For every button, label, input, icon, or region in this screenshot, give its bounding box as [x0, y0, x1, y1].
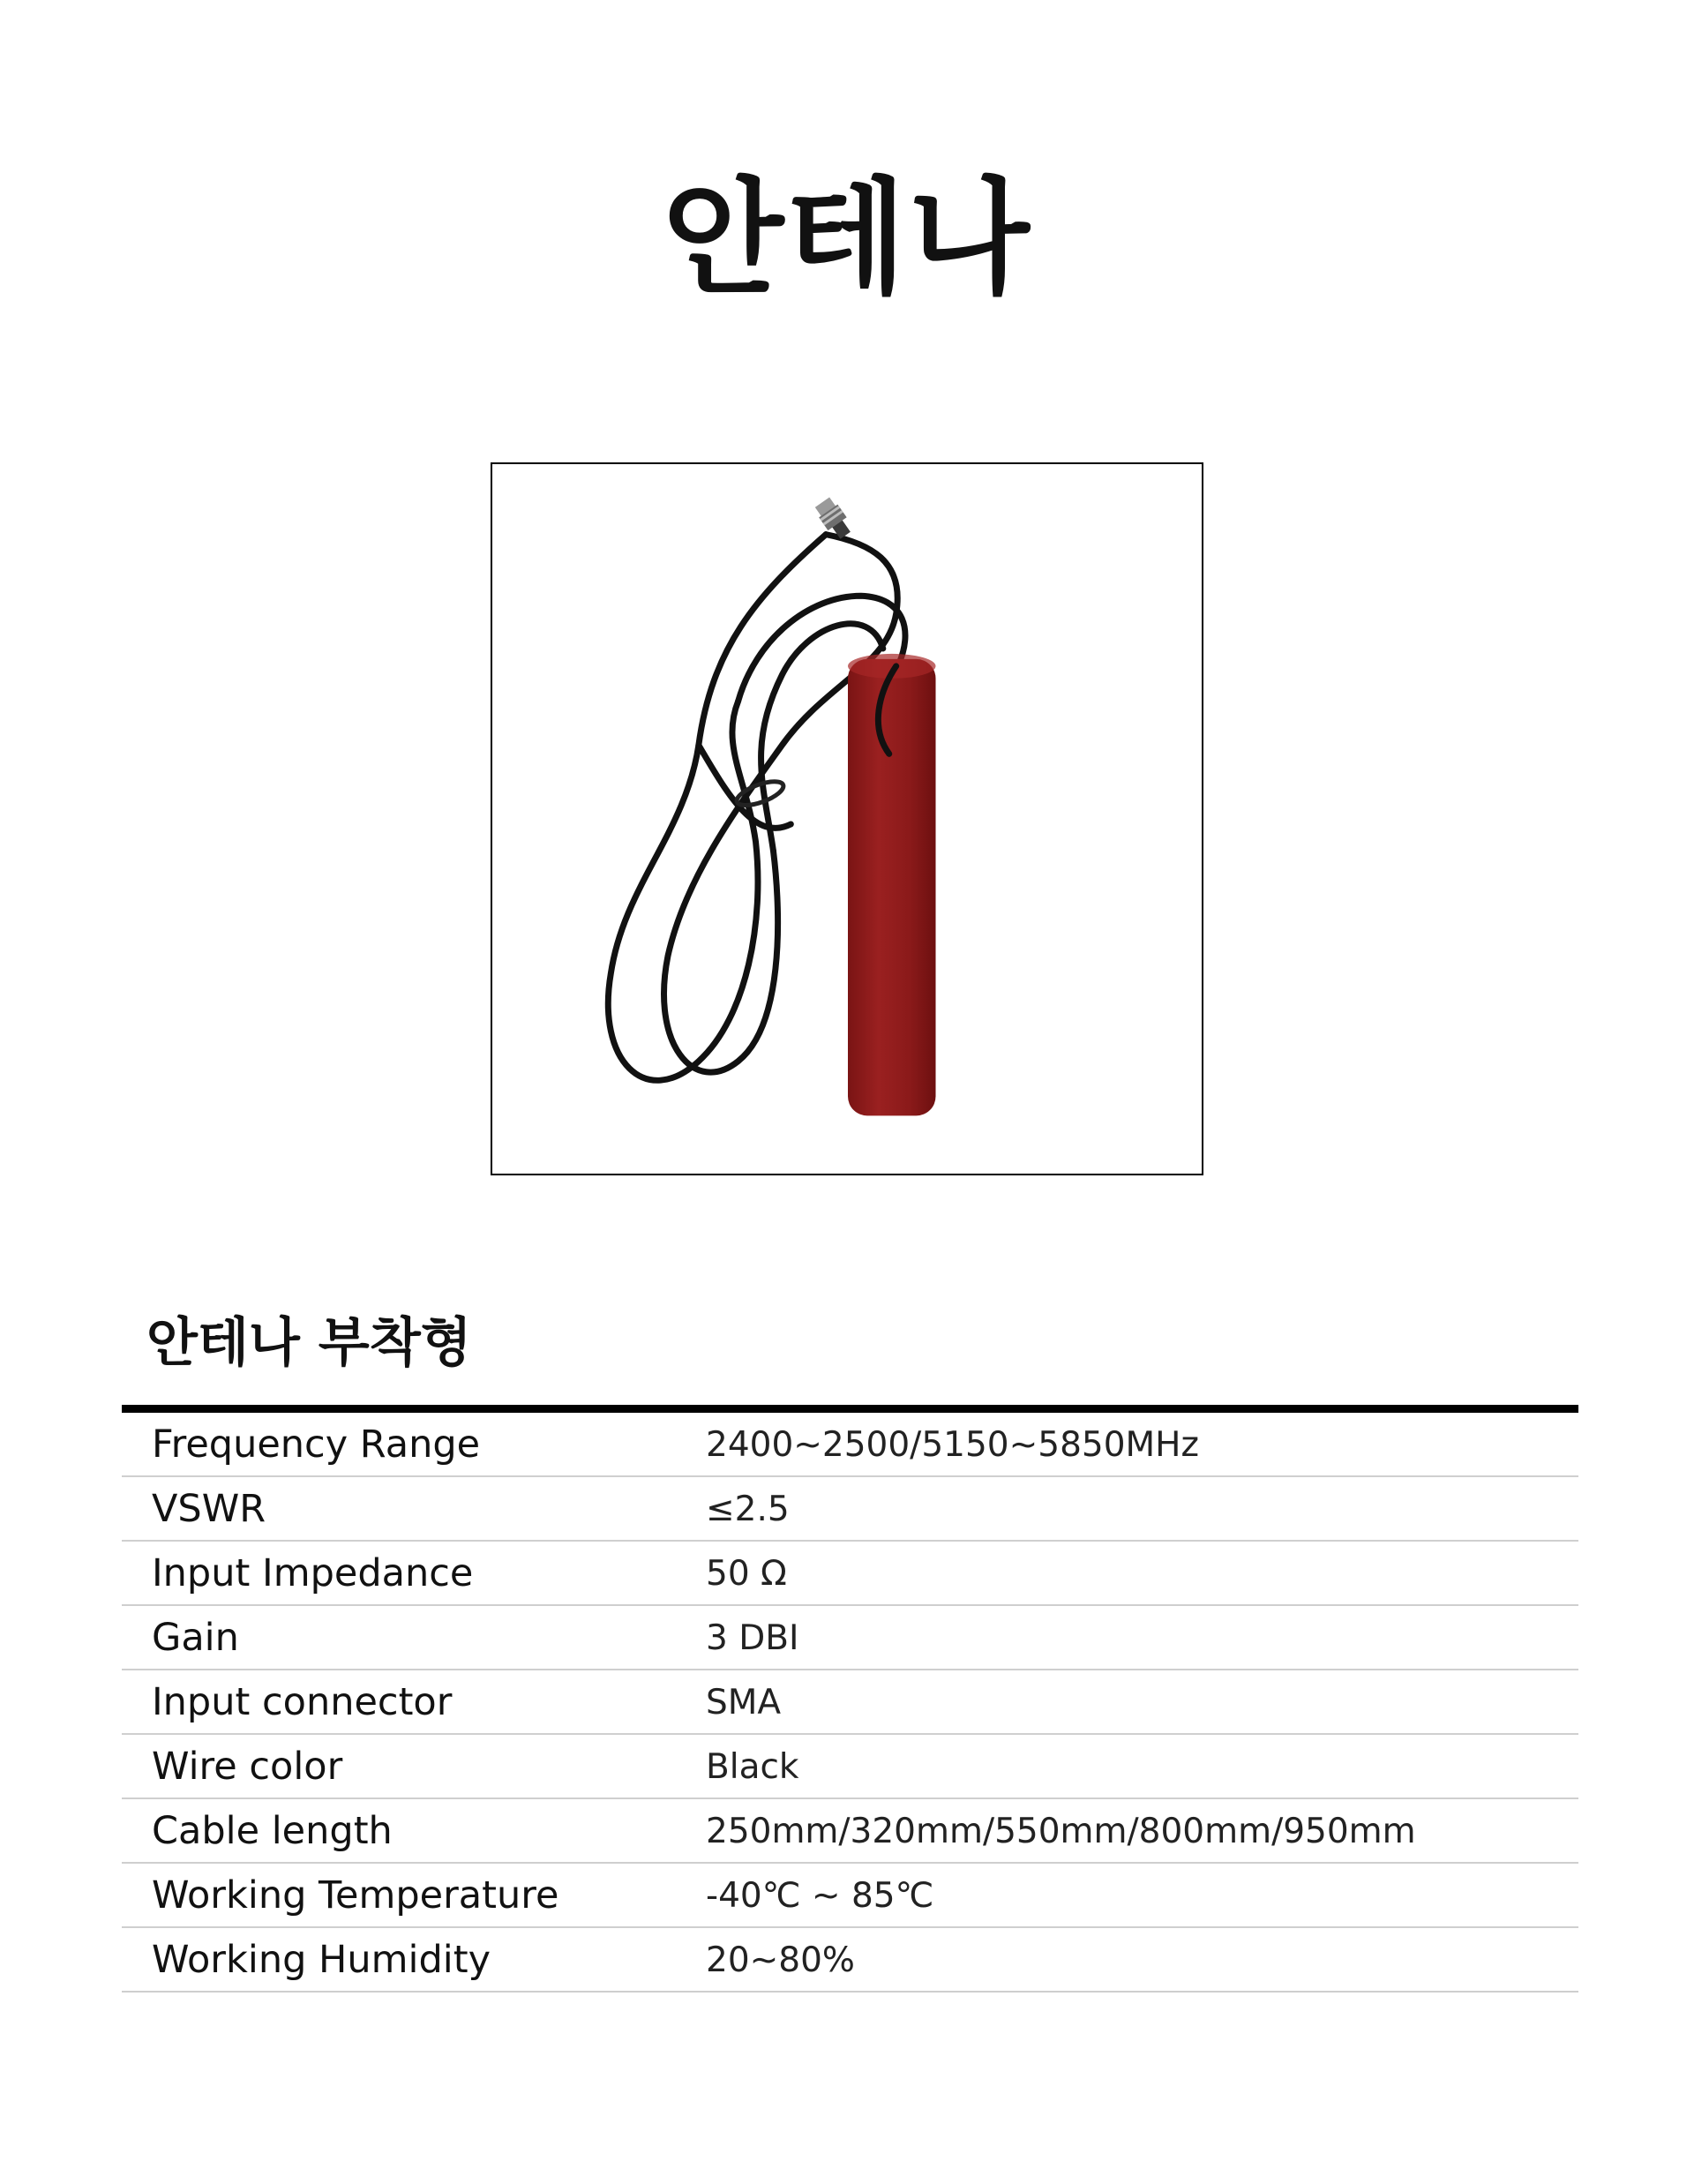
spec-row	[122, 1864, 1578, 1928]
spec-table	[122, 1413, 1578, 1993]
spec-row	[122, 1670, 1578, 1735]
spec-label: VSWR	[152, 1487, 266, 1531]
spec-row	[122, 1799, 1578, 1864]
spec-row	[122, 1477, 1578, 1542]
section-title: 안테나 부착형	[146, 1312, 472, 1374]
spec-value: Black	[706, 1747, 799, 1787]
spec-label: Frequency Range	[152, 1422, 481, 1467]
spec-label: Gain	[152, 1616, 239, 1660]
spec-row	[122, 1606, 1578, 1670]
spec-row	[122, 1735, 1578, 1799]
spec-label: Wire color	[152, 1745, 343, 1789]
page-title: 안테나	[663, 166, 1031, 311]
spec-value: 250mm/320mm/550mm/800mm/950mm	[706, 1812, 1416, 1851]
spec-row	[122, 1413, 1578, 1477]
spec-value: 50 Ω	[706, 1554, 787, 1594]
spec-value: ≤2.5	[706, 1490, 790, 1529]
antenna-photo	[492, 464, 1202, 1174]
spec-value: -40℃ ~ 85℃	[706, 1876, 934, 1916]
spec-value: 20~80%	[706, 1940, 855, 1980]
spec-label: Working Humidity	[152, 1938, 491, 1982]
spec-label: Input Impedance	[152, 1551, 474, 1595]
section-divider	[122, 1405, 1578, 1413]
spec-label: Input connector	[152, 1680, 453, 1724]
spec-value: 3 DBI	[706, 1618, 799, 1658]
spec-row	[122, 1928, 1578, 1993]
spec-value: SMA	[706, 1683, 782, 1722]
antenna-body	[848, 659, 936, 1115]
spec-label: Working Temperature	[152, 1873, 559, 1918]
spec-label: Cable length	[152, 1809, 393, 1853]
spec-row	[122, 1542, 1578, 1606]
product-photo-frame	[491, 462, 1203, 1175]
spec-value: 2400~2500/5150~5850MHz	[706, 1425, 1199, 1465]
